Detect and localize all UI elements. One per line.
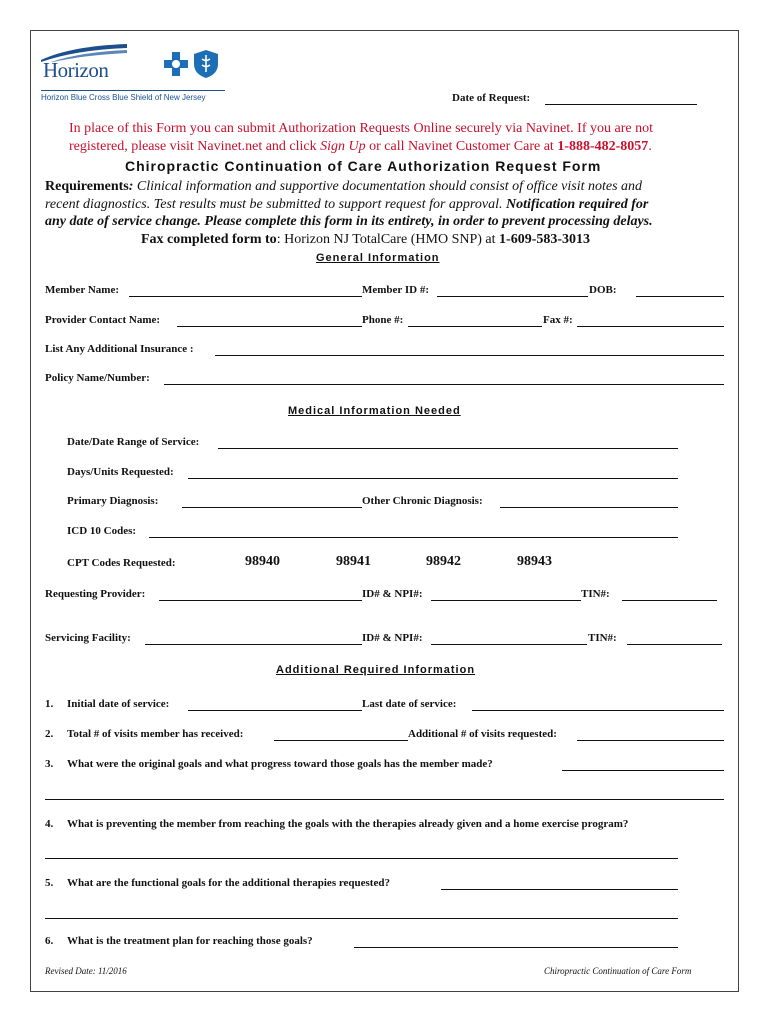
q2-total-visits-label: Total # of visits member has received:	[67, 728, 244, 740]
requesting-id-npi-label: ID# & NPI#:	[362, 588, 423, 600]
additional-visits-field[interactable]	[577, 740, 724, 741]
initial-date-field[interactable]	[188, 710, 362, 711]
q4-question: What is preventing the member from reaching the goals with the therapies already given and a home exercise program?	[67, 818, 629, 830]
footer-form-name: Chiropractic Continuation of Care Form	[544, 966, 692, 976]
total-visits-field[interactable]	[274, 740, 408, 741]
additional-insurance-field[interactable]	[215, 355, 724, 356]
days-units-label: Days/Units Requested:	[67, 466, 174, 478]
servicing-facility-label: Servicing Facility:	[45, 632, 131, 644]
fax-number: 1-609-583-3013	[499, 232, 591, 247]
q3-question: What were the original goals and what progress toward those goals has the member made?	[67, 758, 493, 770]
dob-field[interactable]	[636, 296, 724, 297]
icd-codes-label: ICD 10 Codes:	[67, 525, 137, 537]
servicing-id-npi-label: ID# & NPI#:	[362, 632, 423, 644]
cpt-codes-label: CPT Codes Requested:	[67, 557, 176, 569]
cpt-code-98942: 98942	[426, 554, 461, 569]
member-id-label: Member ID #:	[362, 284, 429, 296]
q4-number: 4.	[45, 818, 54, 830]
form-title: Chiropractic Continuation of Care Authorization Request Form	[125, 158, 602, 174]
requirements-line-1: Requirements: Clinical information and supportive documentation should consist of office visit notes and	[45, 179, 643, 194]
q1-number: 1.	[45, 698, 54, 710]
blue-shield-icon	[194, 50, 218, 78]
primary-diagnosis-field[interactable]	[182, 507, 362, 508]
phone-field[interactable]	[408, 326, 542, 327]
q5-answer-field-2[interactable]	[45, 918, 678, 919]
servicing-facility-field[interactable]	[145, 644, 362, 645]
q6-number: 6.	[45, 935, 54, 947]
dob-label: DOB:	[589, 284, 617, 296]
requesting-provider-label: Requesting Provider:	[45, 588, 146, 600]
requirements-line-2: recent diagnostics. Test results must be submitted to support request for approval. Notification required for	[45, 197, 649, 212]
navinet-phone: 1-888-482-8057	[557, 139, 649, 154]
requesting-tin-field[interactable]	[622, 600, 717, 601]
cpt-code-98940: 98940	[245, 554, 280, 569]
member-id-field[interactable]	[437, 296, 588, 297]
provider-contact-label: Provider Contact Name:	[45, 314, 161, 326]
date-range-field[interactable]	[218, 448, 678, 449]
additional-insurance-label: List Any Additional Insurance :	[45, 343, 194, 355]
notice-line-2: registered, please visit Navinet.net and click Sign Up or call Navinet Customer Care at 1-888-482-8057.	[69, 139, 652, 154]
requirements-line-3: any date of service change. Please complete this form in its entirety, in order to prevent processing delays.	[45, 214, 653, 229]
date-of-request-label: Date of Request:	[452, 92, 531, 104]
servicing-tin-label: TIN#:	[588, 632, 617, 644]
policy-field[interactable]	[164, 384, 724, 385]
form-page	[30, 30, 739, 992]
date-range-label: Date/Date Range of Service:	[67, 436, 200, 448]
requesting-tin-label: TIN#:	[581, 588, 610, 600]
q2-additional-visits-label: Additional # of visits requested:	[408, 728, 557, 740]
days-units-field[interactable]	[188, 478, 678, 479]
policy-label: Policy Name/Number:	[45, 372, 150, 384]
servicing-id-npi-field[interactable]	[431, 644, 587, 645]
provider-contact-field[interactable]	[177, 326, 362, 327]
section-general-information: General Information	[316, 252, 440, 264]
phone-label: Phone #:	[362, 314, 404, 326]
logo-word: Horizon	[43, 58, 109, 82]
primary-diagnosis-label: Primary Diagnosis:	[67, 495, 159, 507]
q5-number: 5.	[45, 877, 54, 889]
cpt-code-98943: 98943	[517, 554, 552, 569]
q6-answer-field[interactable]	[354, 947, 678, 948]
q1-last-date-label: Last date of service:	[362, 698, 457, 710]
cpt-code-98941: 98941	[336, 554, 371, 569]
requesting-id-npi-field[interactable]	[431, 600, 581, 601]
member-name-field[interactable]	[129, 296, 362, 297]
q4-answer-field[interactable]	[45, 858, 678, 859]
date-of-request-field[interactable]	[545, 104, 697, 105]
servicing-tin-field[interactable]	[627, 644, 722, 645]
q2-number: 2.	[45, 728, 54, 740]
fax-label: Fax #:	[543, 314, 573, 326]
revised-date: Revised Date: 11/2016	[45, 966, 127, 976]
requesting-provider-field[interactable]	[159, 600, 362, 601]
q3-answer-field-2[interactable]	[45, 799, 724, 800]
member-name-label: Member Name:	[45, 284, 120, 296]
section-medical-information: Medical Information Needed	[288, 405, 461, 417]
logo-rule	[41, 90, 225, 91]
last-date-field[interactable]	[472, 710, 724, 711]
sign-up-text: Sign Up	[320, 139, 366, 154]
q3-number: 3.	[45, 758, 54, 770]
fax-instruction: Fax completed form to: Horizon NJ TotalCare (HMO SNP) at 1-609-583-3013	[141, 232, 591, 247]
other-diagnosis-label: Other Chronic Diagnosis:	[362, 495, 483, 507]
other-diagnosis-field[interactable]	[500, 507, 678, 508]
q5-answer-field-1[interactable]	[441, 889, 678, 890]
icd-codes-field[interactable]	[149, 537, 678, 538]
q1-initial-date-label: Initial date of service:	[67, 698, 170, 710]
q6-question: What is the treatment plan for reaching those goals?	[67, 935, 313, 947]
q3-answer-field-1[interactable]	[562, 770, 724, 771]
notice-line-1: In place of this Form you can submit Authorization Requests Online securely via Navinet. If you are not	[69, 121, 653, 136]
logo-subtitle: Horizon Blue Cross Blue Shield of New Jersey	[41, 93, 206, 102]
blue-cross-icon	[164, 52, 188, 76]
fax-field[interactable]	[577, 326, 724, 327]
section-additional-information: Additional Required Information	[276, 664, 476, 676]
q5-question: What are the functional goals for the additional therapies requested?	[67, 877, 390, 889]
